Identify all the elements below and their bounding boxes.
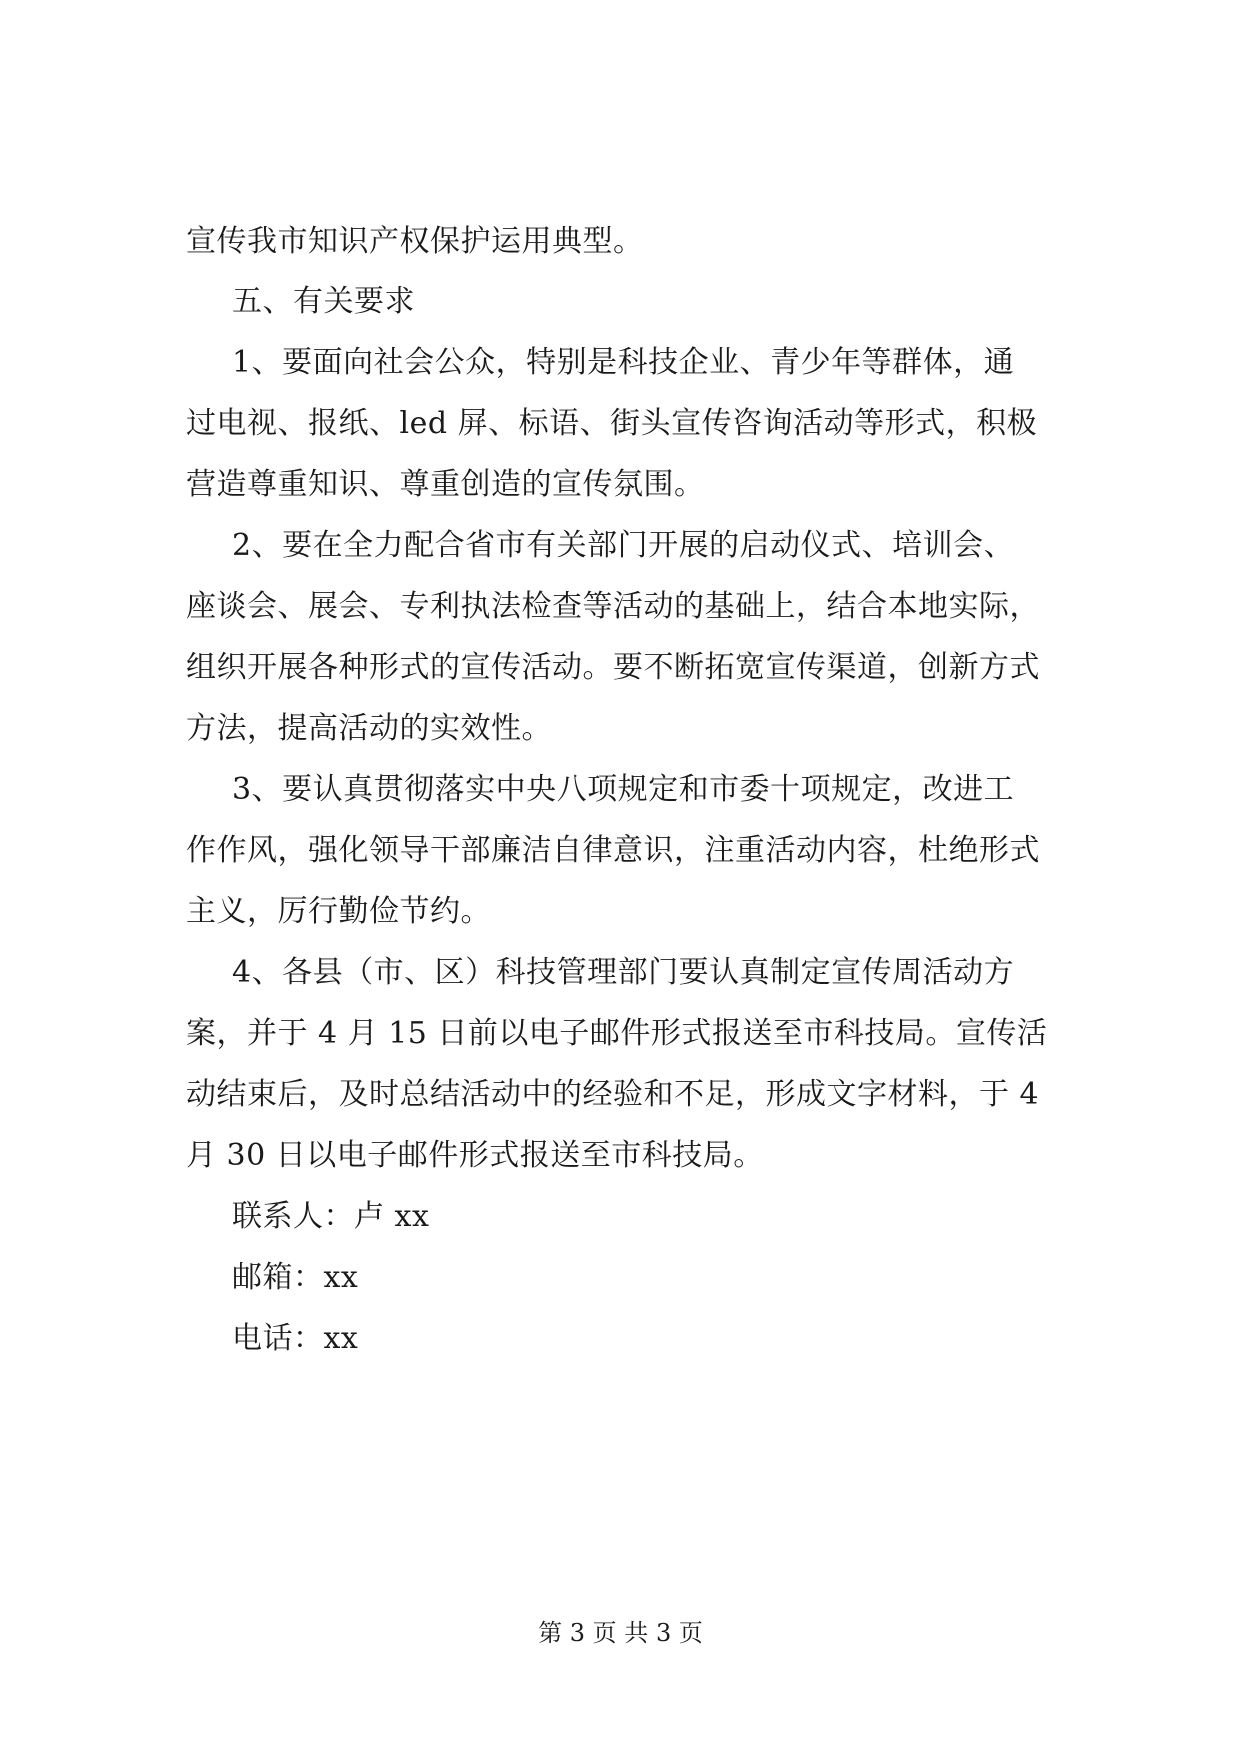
paragraph-line: 1、要面向社会公众，特别是科技企业、青少年等群体，通: [232, 345, 1015, 380]
paragraph-line: 动结束后，及时总结活动中的经验和不足，形成文字材料，于 4: [186, 1077, 1040, 1112]
paragraph-line: 3、要认真贯彻落实中央八项规定和市委十项规定，改进工: [232, 772, 1015, 807]
paragraph-line: 组织开展各种形式的宣传活动。要不断拓宽宣传渠道，创新方式: [186, 650, 1040, 685]
paragraph-line: 案，并于 4 月 15 日前以电子邮件形式报送至市科技局。宣传活: [186, 1016, 1048, 1051]
contact-email: 邮箱：xx: [232, 1260, 359, 1295]
paragraph-line: 宣传我市知识产权保护运用典型。: [186, 224, 644, 259]
paragraph-line: 营造尊重知识、尊重创造的宣传氛围。: [186, 467, 705, 502]
paragraph-line: 方法，提高活动的实效性。: [186, 711, 552, 746]
section-heading: 五、有关要求: [232, 284, 415, 319]
paragraph-line: 过电视、报纸、led 屏、标语、街头宣传咨询活动等形式，积极: [186, 406, 1038, 441]
page-number-footer: 第 3 页 共 3 页: [538, 1619, 703, 1647]
paragraph-line: 座谈会、展会、专利执法检查等活动的基础上，结合本地实际，: [186, 589, 1040, 624]
paragraph-line: 4、各县（市、区）科技管理部门要认真制定宣传周活动方: [232, 955, 1015, 990]
contact-person: 联系人：卢 xx: [232, 1199, 430, 1234]
contact-phone: 电话：xx: [232, 1321, 359, 1356]
paragraph-line: 月 30 日以电子邮件形式报送至市科技局。: [186, 1138, 764, 1173]
paragraph-line: 主义，厉行勤俭节约。: [186, 894, 491, 929]
paragraph-line: 2、要在全力配合省市有关部门开展的启动仪式、培训会、: [232, 528, 1015, 563]
paragraph-line: 作作风，强化领导干部廉洁自律意识，注重活动内容，杜绝形式: [186, 833, 1040, 868]
